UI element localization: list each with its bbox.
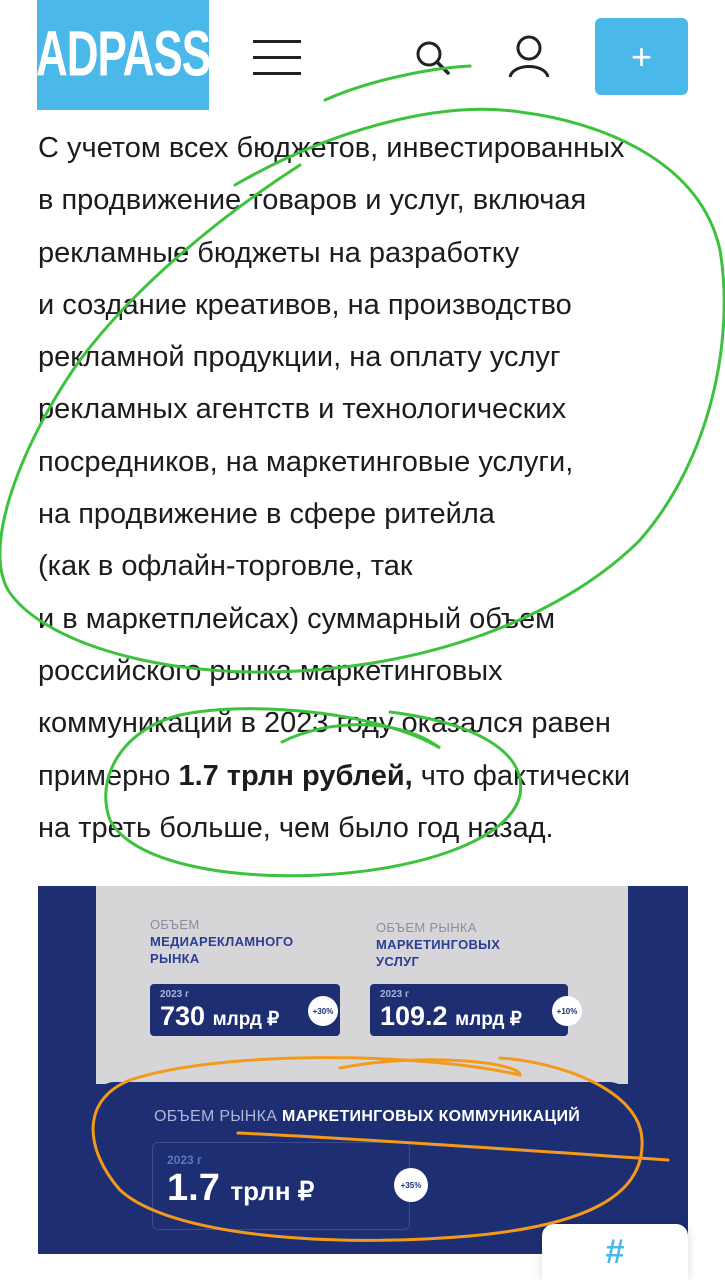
line-prefix: примерно bbox=[38, 759, 179, 792]
article-line-highlight bbox=[38, 750, 688, 802]
value-text bbox=[160, 1001, 279, 1032]
article-line: С учетом всех бюджетов, инвестированных bbox=[38, 132, 625, 164]
article-line: в продвижение товаров и услуг, включая bbox=[38, 184, 587, 217]
label-line: УСЛУГ bbox=[376, 954, 420, 969]
year-label: 2023 г bbox=[160, 989, 190, 1000]
value-number: 730 bbox=[160, 1001, 206, 1031]
label-line: МЕДИАРЕКЛАМНОГО bbox=[150, 934, 294, 949]
article-line: и в маркетплейсах) суммарный объем bbox=[38, 602, 556, 635]
marketing-services-value bbox=[370, 984, 568, 1036]
article-body bbox=[38, 122, 688, 854]
article-line: посредников, на маркетинговые услуги, bbox=[38, 445, 574, 478]
search-icon[interactable] bbox=[410, 35, 454, 79]
adpass-logo[interactable] bbox=[37, 0, 209, 110]
highlight-amount: 1.7 трлн рублей, bbox=[178, 759, 413, 792]
article-line: коммуникаций в 2023 году оказался равен bbox=[38, 707, 611, 740]
year-label: 2023 г bbox=[167, 1153, 203, 1167]
article-line: на продвижение в сфере ритейла bbox=[38, 498, 495, 531]
menu-icon[interactable] bbox=[253, 40, 301, 78]
title-bold: МАРКЕТИНГОВЫХ КОММУНИКАЦИЙ bbox=[281, 1108, 581, 1125]
site-header bbox=[0, 0, 725, 112]
article-line: на треть больше, чем было год назад. bbox=[38, 811, 554, 844]
value-unit: млрд ₽ bbox=[212, 1009, 280, 1030]
value-unit: трлн ₽ bbox=[230, 1176, 315, 1206]
label-line: ОБЪЕМ РЫНКА bbox=[376, 920, 477, 935]
article-line: российского рынка маркетинговых bbox=[38, 654, 503, 687]
label-line: МАРКЕТИНГОВЫХ bbox=[376, 937, 501, 952]
total-market-value-box bbox=[152, 1142, 410, 1230]
marketing-services-label bbox=[376, 919, 500, 970]
value-number: 109.2 bbox=[380, 1001, 448, 1031]
hashtag-button[interactable]: # bbox=[542, 1224, 688, 1280]
article-line: рекламной продукции, на оплату услуг bbox=[38, 341, 561, 374]
media-market-label bbox=[150, 916, 293, 967]
total-market-title bbox=[154, 1108, 580, 1126]
value-number: 1.7 bbox=[167, 1167, 220, 1209]
value-unit: млрд ₽ bbox=[455, 1009, 522, 1030]
article-line: рекламные бюджеты на разработку bbox=[38, 236, 520, 269]
user-icon[interactable] bbox=[505, 33, 553, 81]
add-button[interactable]: + bbox=[595, 18, 688, 95]
value-text bbox=[167, 1167, 314, 1210]
growth-badge: +35% bbox=[394, 1168, 428, 1202]
year-label: 2023 г bbox=[380, 989, 410, 1000]
title-light: ОБЪЕМ РЫНКА bbox=[154, 1108, 282, 1125]
logo-text: ADPASS bbox=[35, 18, 211, 90]
article-line: (как в офлайн-торговле, так bbox=[38, 550, 413, 583]
growth-badge: +10% bbox=[552, 996, 582, 1026]
value-text bbox=[380, 1001, 522, 1032]
label-line: РЫНКА bbox=[150, 951, 200, 966]
article-line: и создание креативов, на производство bbox=[38, 288, 572, 321]
growth-badge: +30% bbox=[308, 996, 338, 1026]
article-line: рекламных агентств и технологических bbox=[38, 393, 567, 426]
line-suffix: что фактически bbox=[412, 759, 631, 792]
label-line: ОБЪЕМ bbox=[150, 917, 200, 932]
market-infographic bbox=[38, 886, 688, 1254]
